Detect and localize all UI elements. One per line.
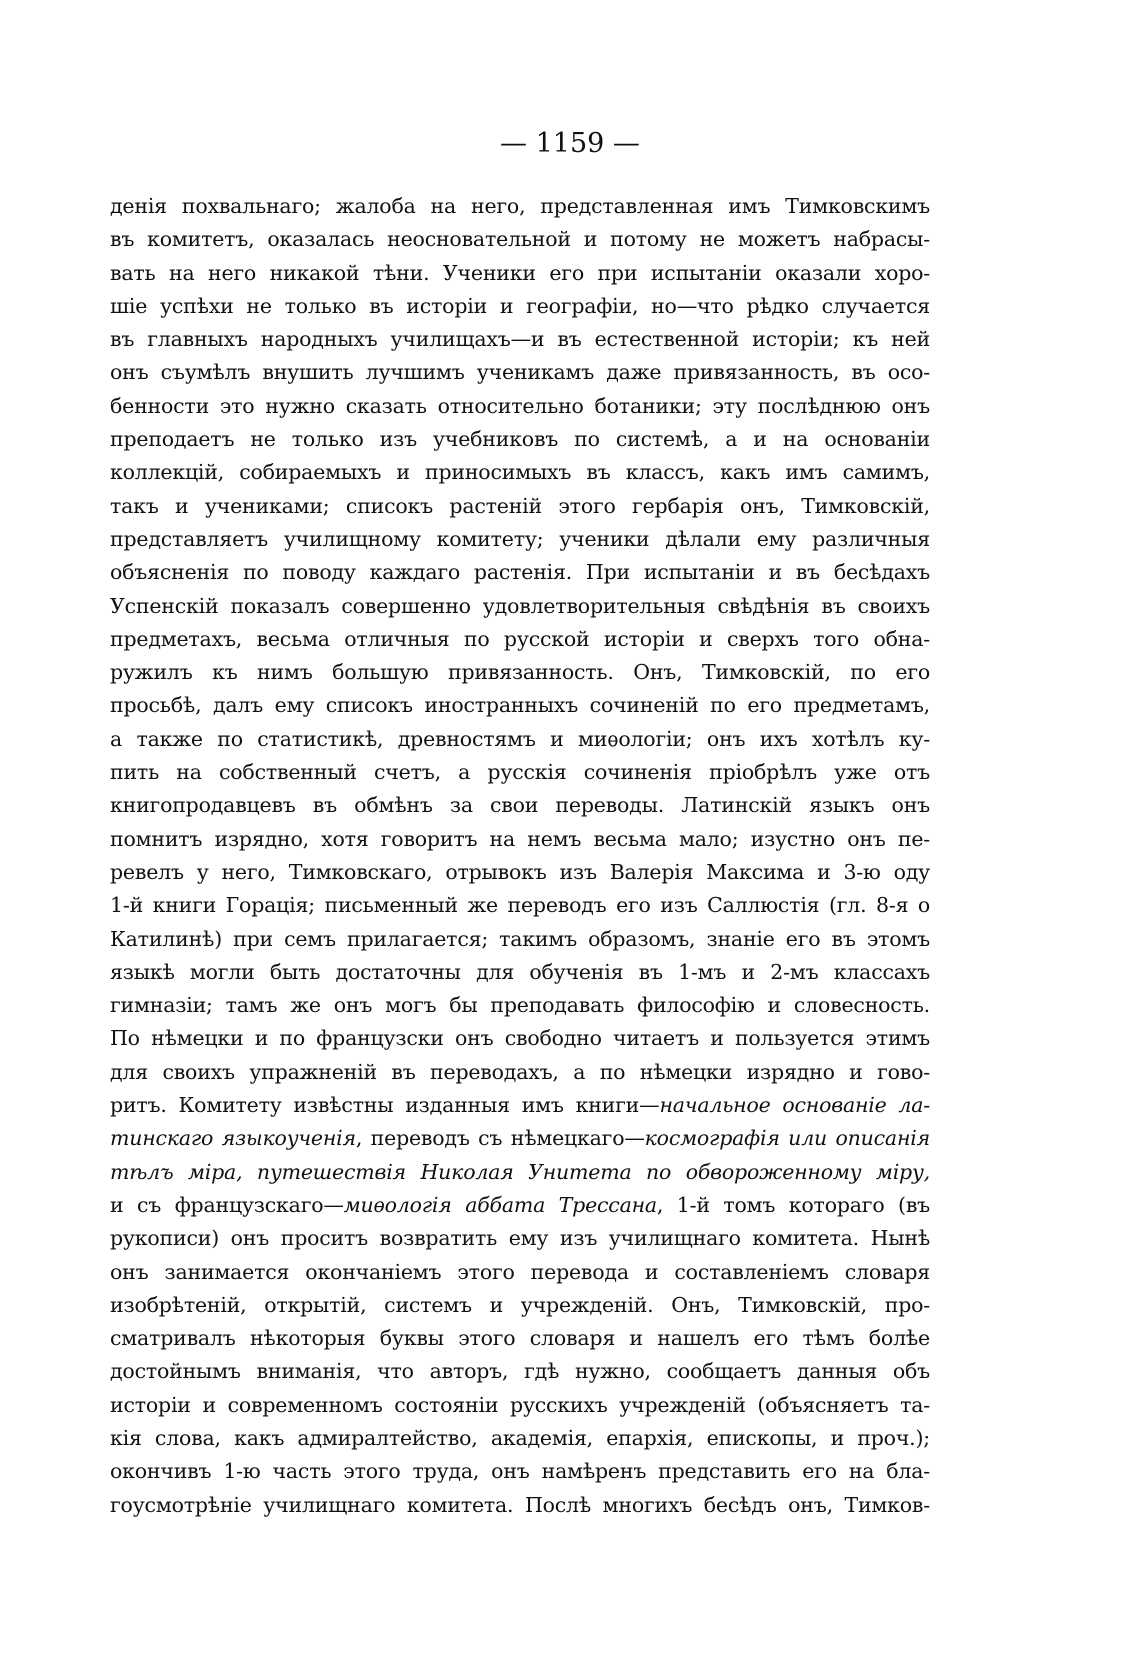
text-line xyxy=(110,756,930,789)
text-segment: онъ съумѣлъ внушить лучшимъ ученикамъ даже привязанность, въ осо- xyxy=(110,360,930,385)
text-line xyxy=(110,323,930,356)
text-line xyxy=(110,789,930,822)
text-segment: бенности это нужно сказать относительно ботаники; эту послѣднюю онъ xyxy=(110,393,930,418)
text-line xyxy=(110,190,930,223)
text-line xyxy=(110,523,930,556)
text-segment: окончивъ 1-ю часть этого труда, онъ намѣренъ представить его на бла- xyxy=(110,1459,930,1484)
text-line xyxy=(110,223,930,256)
text-segment: изобрѣтеній, открытій, системъ и учрежденій. Онъ, Тимковскій, про- xyxy=(110,1292,930,1317)
text-line xyxy=(110,1156,930,1189)
text-segment: представляетъ училищному комитету; ученики дѣлали ему различныя xyxy=(110,526,930,551)
text-line xyxy=(110,257,930,290)
text-segment: такъ и учениками; списокъ растеній этого гербарія онъ, Тимковскій, xyxy=(110,493,930,518)
text-line xyxy=(110,1289,930,1322)
text-segment: ружилъ къ нимъ большую привязанность. Онъ, Тимковскій, по его xyxy=(110,660,930,685)
text-segment: , 1-й томъ котораго (въ xyxy=(656,1192,930,1217)
text-line xyxy=(110,1322,930,1355)
text-segment: онъ занимается окончаніемъ этого перевода и составленіемъ словаря xyxy=(110,1259,930,1284)
text-segment: Катилинѣ) при семъ прилагается; такимъ образомъ, знаніе его въ этомъ xyxy=(110,926,930,951)
text-line xyxy=(110,1422,930,1455)
text-line xyxy=(110,623,930,656)
text-line xyxy=(110,1122,930,1155)
text-segment: коллекцій, собираемыхъ и приносимыхъ въ классъ, какъ имъ самимъ, xyxy=(110,460,930,485)
text-line xyxy=(110,356,930,389)
text-segment: объясненія по поводу каждаго растенія. При испытаніи и въ бесѣдахъ xyxy=(110,560,930,585)
text-line xyxy=(110,456,930,489)
text-segment: кія слова, какъ адмиралтейство, академія, епархія, епископы, и проч.); xyxy=(110,1425,930,1450)
text-segment: шіе успѣхи не только въ исторіи и географіи, но—что рѣдко случается xyxy=(110,293,930,318)
text-segment: просьбѣ, далъ ему списокъ иностранныхъ сочиненій по его предметамъ, xyxy=(110,693,930,718)
text-line xyxy=(110,1222,930,1255)
italic-segment: начальное основаніе ла- xyxy=(659,1093,930,1118)
text-line xyxy=(110,956,930,989)
text-segment: гимназіи; тамъ же онъ могъ бы преподавать философію и словесность. xyxy=(110,993,930,1018)
text-segment: денія похвальнаго; жалоба на него, представленная имъ Тимковскимъ xyxy=(110,194,930,218)
text-segment: рукописи) онъ проситъ возвратить ему изъ училищнаго комитета. Нынѣ xyxy=(110,1226,930,1251)
text-line xyxy=(110,723,930,756)
text-line xyxy=(110,923,930,956)
text-segment: для своихъ упражненій въ переводахъ, а по нѣмецки изрядно и гово- xyxy=(110,1059,930,1084)
body-text xyxy=(110,190,930,1522)
text-segment: въ комитетъ, оказалась неосновательной и потому не можетъ набрасы- xyxy=(110,227,930,252)
text-segment: ревелъ у него, Тимковскаго, отрывокъ изъ Валерія Максима и 3-ю оду xyxy=(110,859,930,884)
text-line xyxy=(110,889,930,922)
text-segment: и съ французскаго— xyxy=(110,1192,344,1217)
text-segment: вать на него никакой тѣни. Ученики его при испытаніи оказали хоро- xyxy=(110,260,930,285)
text-line xyxy=(110,856,930,889)
text-line xyxy=(110,1056,930,1089)
text-line xyxy=(110,1455,930,1488)
italic-segment: миѳологія аббата Трессана xyxy=(343,1192,657,1217)
text-line xyxy=(110,490,930,523)
text-segment: въ главныхъ народныхъ училищахъ—и въ естественной исторіи; къ ней xyxy=(110,327,930,352)
text-segment: предметахъ, весьма отличныя по русской исторіи и сверхъ того обна- xyxy=(110,626,930,651)
text-line xyxy=(110,689,930,722)
text-line xyxy=(110,590,930,623)
text-segment: преподаетъ не только изъ учебниковъ по системѣ, а и на основаніи xyxy=(110,427,930,452)
text-segment: , переводъ съ нѣмецкаго— xyxy=(355,1126,645,1151)
page-number: — 1159 — xyxy=(500,128,640,159)
text-line xyxy=(110,390,930,423)
text-segment: гоусмотрѣніе училищнаго комитета. Послѣ многихъ бесѣдъ онъ, Тимков- xyxy=(110,1492,930,1517)
text-line xyxy=(110,1489,930,1522)
text-segment: помнитъ изрядно, хотя говоритъ на немъ весьма мало; изустно онъ пе- xyxy=(110,826,930,851)
text-segment: По нѣмецки и по французски онъ свободно читаетъ и пользуется этимъ xyxy=(110,1026,930,1051)
text-line xyxy=(110,423,930,456)
text-line xyxy=(110,1256,930,1289)
text-line xyxy=(110,1389,930,1422)
text-line xyxy=(110,823,930,856)
text-segment: книгопродавцевъ въ обмѣнъ за свои переводы. Латинскій языкъ онъ xyxy=(110,793,930,818)
text-segment: 1-й книги Горація; письменный же переводъ его изъ Саллюстія (гл. 8-я о xyxy=(110,893,930,918)
text-line xyxy=(110,656,930,689)
text-line xyxy=(110,1189,930,1222)
italic-segment: космографія или описанія xyxy=(644,1126,930,1151)
italic-segment: тинскаго языкоученія xyxy=(110,1126,356,1151)
text-line xyxy=(110,989,930,1022)
text-segment: исторіи и современномъ состояніи русскихъ учрежденій (объясняетъ та- xyxy=(110,1392,930,1417)
text-segment: пить на собственный счетъ, а русскія сочиненія пріобрѣлъ уже отъ xyxy=(110,760,930,785)
italic-segment: тѣлъ міра, путешествія Николая Унитета по обвороженному міру, xyxy=(110,1159,930,1184)
text-line xyxy=(110,556,930,589)
text-segment: языкѣ могли быть достаточны для обученія въ 1-мъ и 2-мъ классахъ xyxy=(110,959,930,984)
text-segment: сматривалъ нѣкоторыя буквы этого словаря и нашелъ его тѣмъ болѣе xyxy=(110,1326,930,1351)
text-line xyxy=(110,1355,930,1388)
text-segment: а также по статистикѣ, древностямъ и миѳологіи; онъ ихъ хотѣлъ ку- xyxy=(110,726,930,751)
text-segment: ритъ. Комитету извѣстны изданныя имъ книги— xyxy=(110,1093,660,1118)
text-line xyxy=(110,1089,930,1122)
text-line xyxy=(110,1022,930,1055)
text-segment: достойнымъ вниманія, что авторъ, гдѣ нужно, сообщаетъ данныя объ xyxy=(110,1359,930,1384)
text-segment: Успенскій показалъ совершенно удовлетворительныя свѣдѣнія въ своихъ xyxy=(110,593,930,618)
text-line xyxy=(110,290,930,323)
